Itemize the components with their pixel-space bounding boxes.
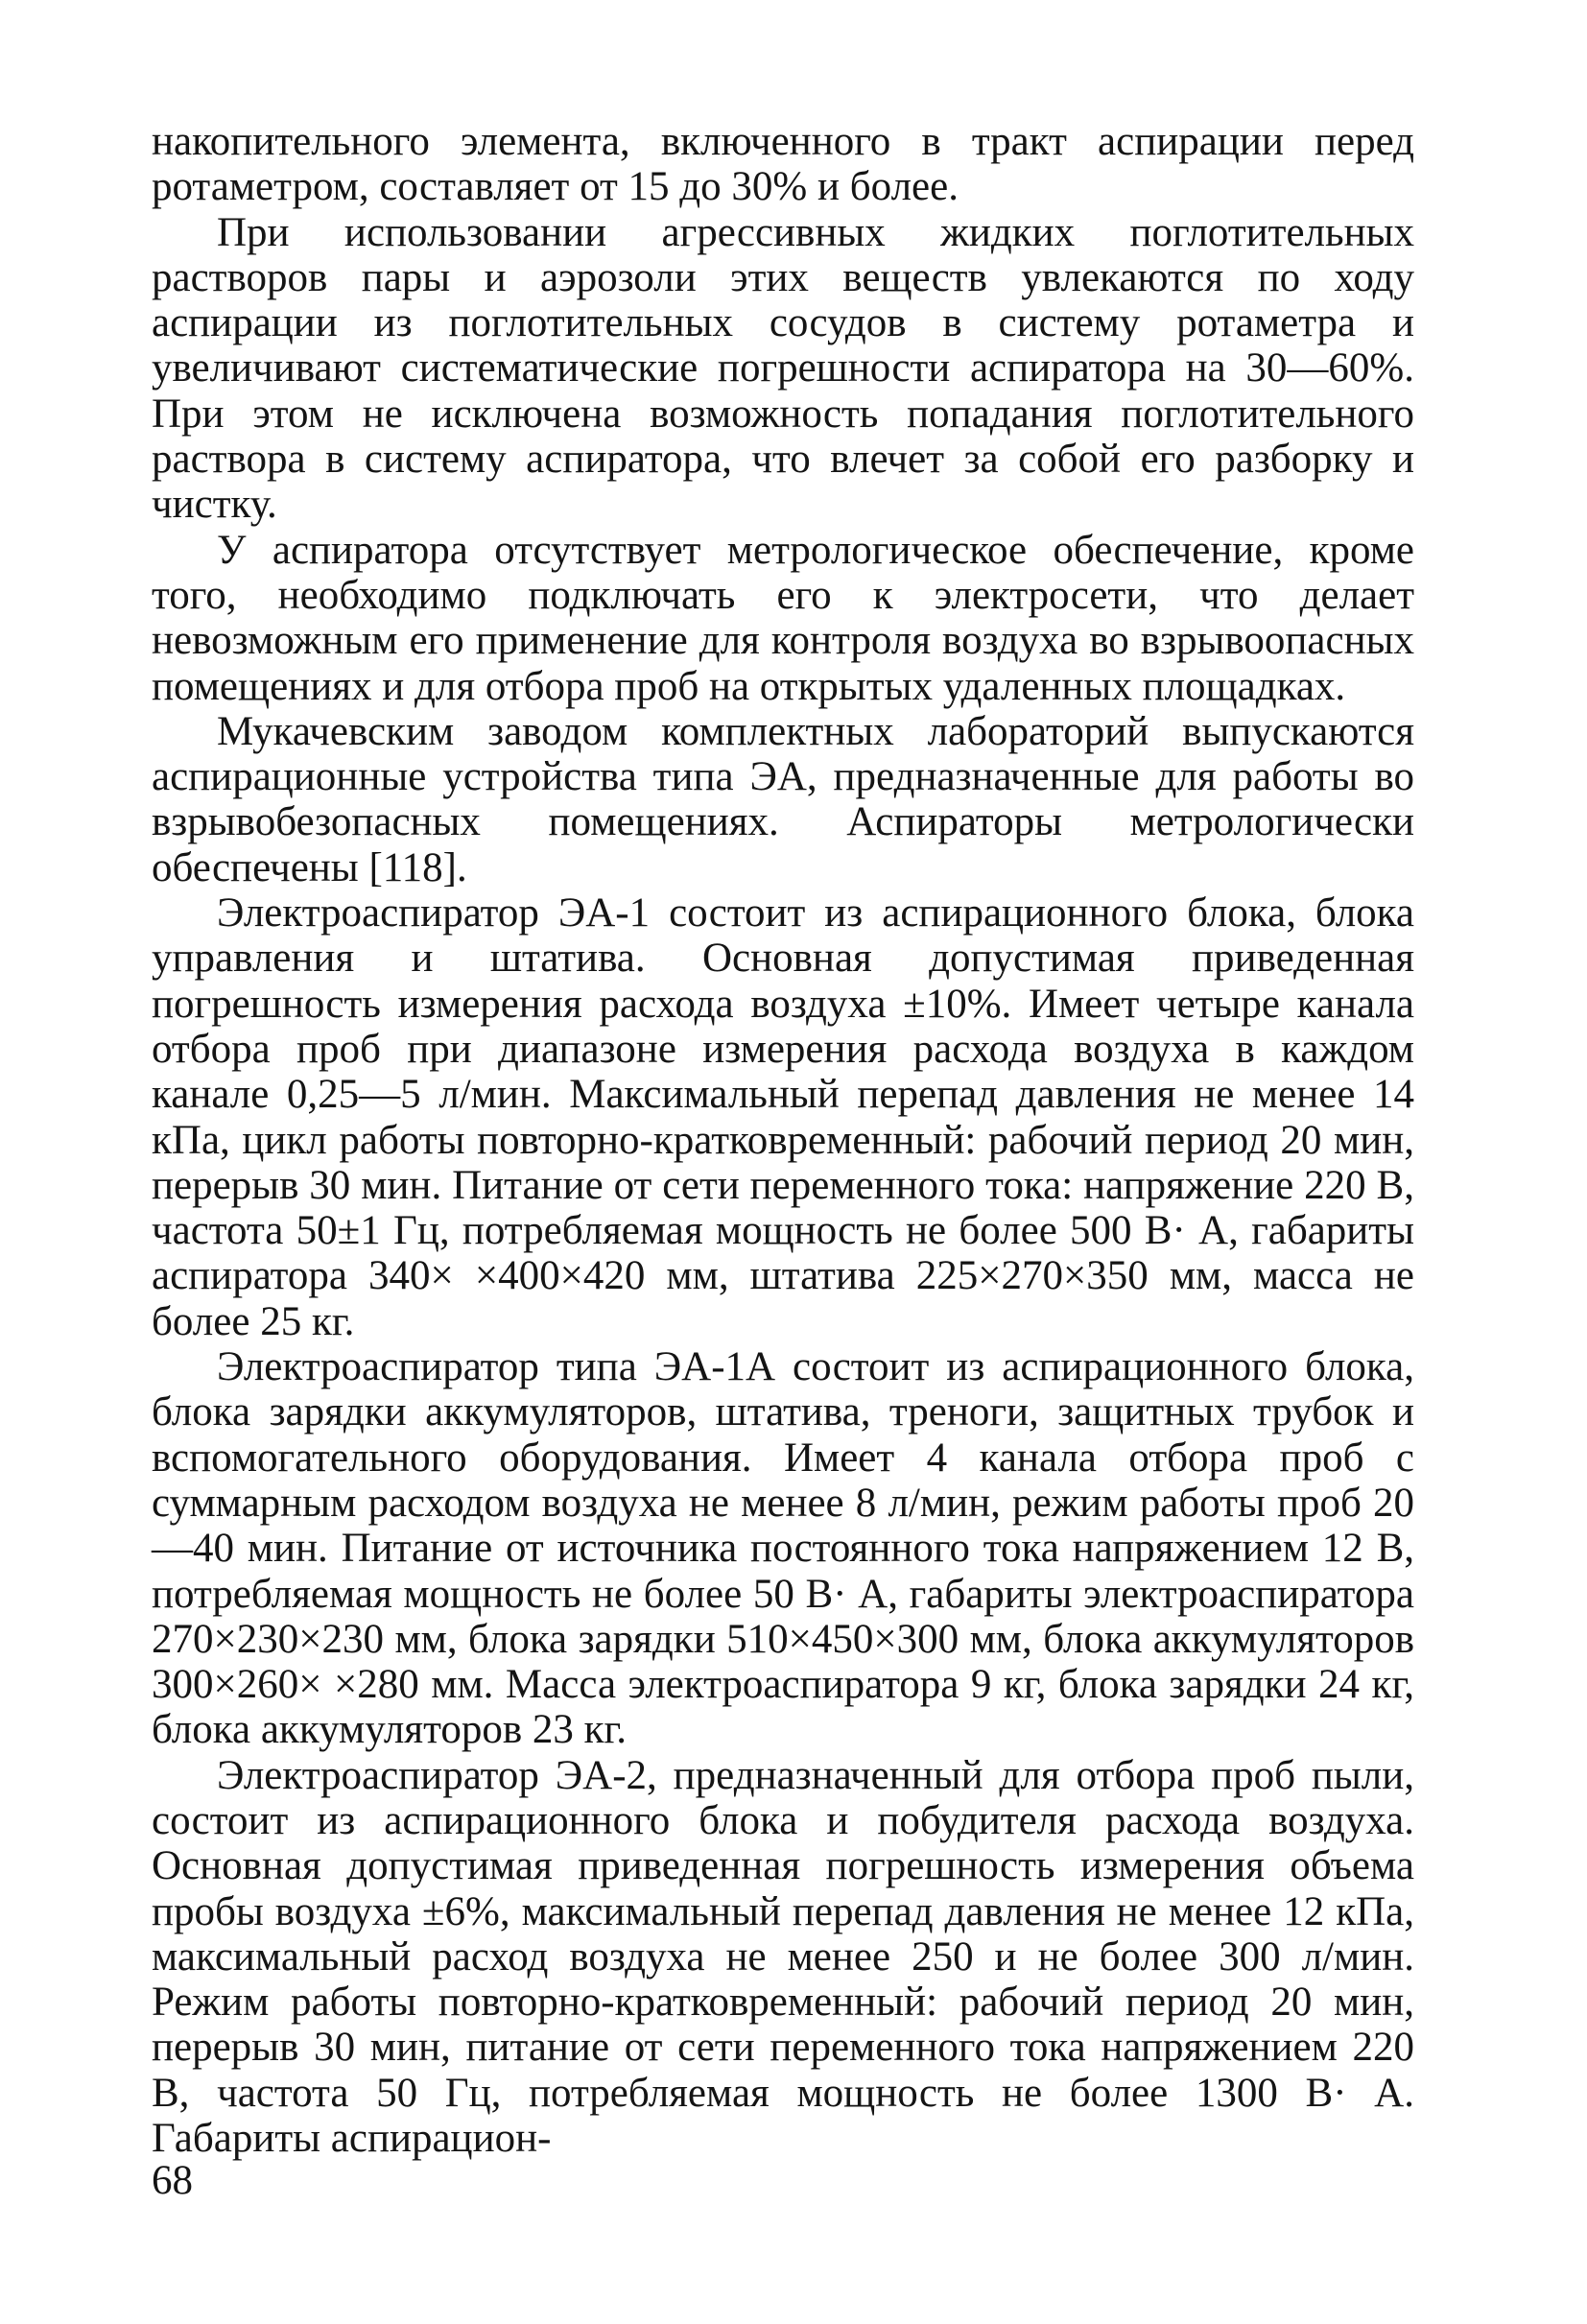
paragraph-metrology: У аспиратора отсутствует метрологическое обеспечение, кроме того, необходимо подключать его к электросети, что делает невозможным его применение для контроля воздуха во взрывоопасных помещениях и для отбора проб на открытых удаленных площадках. xyxy=(152,527,1414,709)
body-text xyxy=(152,119,1414,2161)
paragraph-ea-1a: Электроаспиратор типа ЭА-1А состоит из аспирационного блока, блока зарядки аккумуляторов, штатива, треноги, защитных трубок и вспомогательного оборудования. Имеет 4 канала отбора проб с суммарным расходом воздуха не менее 8 л/мин, режим работы проб 20—40 мин. Питание от источника постоянного тока напряжением 12 В, потребляемая мощность не более 50 В· А, габариты электроаспиратора 270×230×230 мм, блока зарядки 510×450×300 мм, блока аккумуляторов 300×260× ×280 мм. Масса электроаспиратора 9 кг, блока зарядки 24 кг, блока аккумуляторов 23 кг. xyxy=(152,1344,1414,1753)
paragraph-ea-2: Электроаспиратор ЭА-2, предназначенный для отбора проб пыли, состоит из аспирационного блока и побудителя расхода воздуха. Основная допустимая приведенная погрешность измерения объема пробы воздуха ±6%, максимальный перепад давления не менее 12 кПа, максимальный расход воздуха не менее 250 и не более 300 л/мин. Режим работы повторно-кратковременный: рабочий период 20 мин, перерыв 30 мин, питание от сети переменного тока напряжением 220 В, частота 50 Гц, потребляемая мощность не более 1300 В· А. Габариты аспирацион- xyxy=(152,1752,1414,2162)
paragraph-ea-1: Электроаспиратор ЭА-1 состоит из аспирационного блока, блока управления и штатива. Основная допустимая приведенная погрешность измерения расхода воздуха ±10%. Имеет четыре канала отбора проб при диапазоне измерения расхода воздуха в каждом канале 0,25—5 л/мин. Максимальный перепад давления не менее 14 кПа, цикл работы повторно-кратковременный: рабочий период 20 мин, перерыв 30 мин. Питание от сети переменного тока: напряжение 220 В, частота 50±1 Гц, потребляемая мощность не более 500 В· А, габариты аспиратора 340× ×400×420 мм, штатива 225×270×350 мм, масса не более 25 кг. xyxy=(152,890,1414,1344)
paragraph-mukachevo-plant: Мукачевским заводом комплектных лабораторий выпускаются аспирационные устройства типа ЭА, предназначенные для работы во взрывобезопасных помещениях. Аспираторы метрологически обеспечены [118]. xyxy=(152,708,1414,890)
page-number: 68 xyxy=(152,2158,193,2203)
paragraph-continuation: накопительного элемента, включенного в тракт аспирации перед ротаметром, составляет от 15 до 30% и более. xyxy=(152,119,1414,210)
paragraph-aggressive-solutions: При использовании агрессивных жидких поглотительных растворов пары и аэрозоли этих веществ увлекаются по ходу аспирации из поглотительных сосудов в систему ротаметра и увеличивают систематические погрешности аспиратора на 30—60%. При этом не исключена возможность попадания поглотительного раствора в систему аспиратора, что влечет за собой его разборку и чистку. xyxy=(152,209,1414,528)
